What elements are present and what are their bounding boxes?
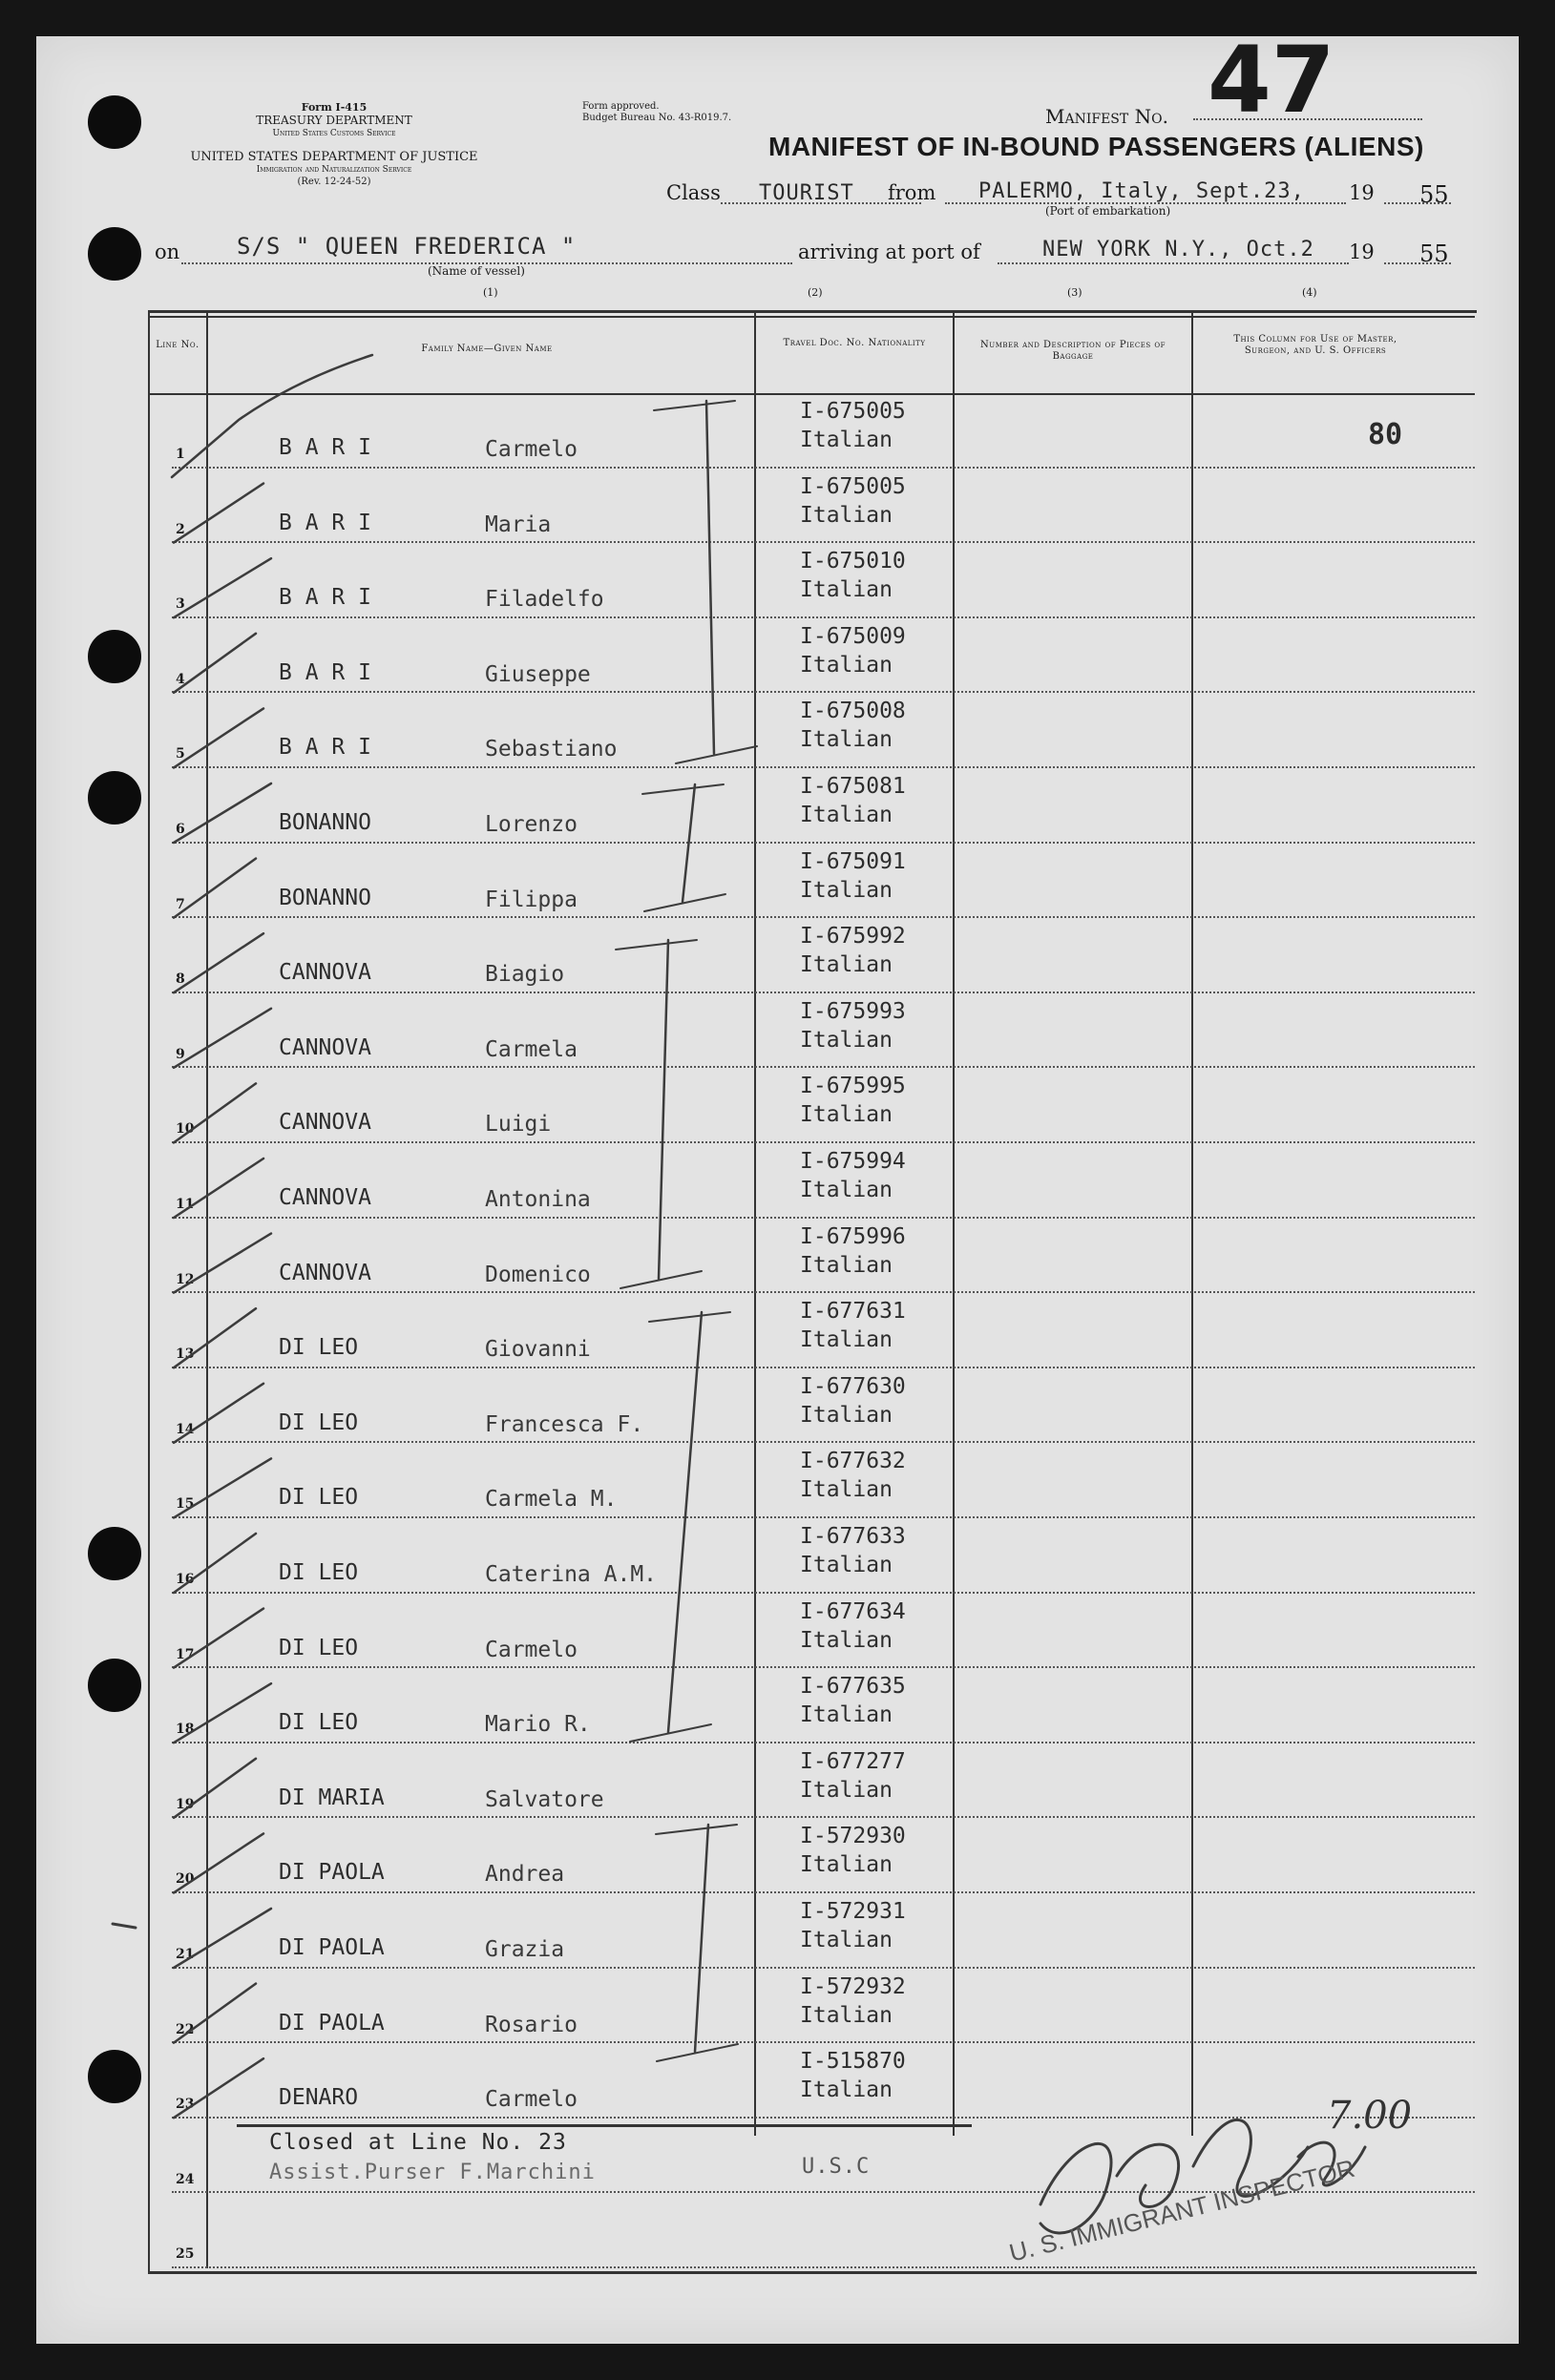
family-name: CANNOVA: [279, 1034, 371, 1060]
on-label: on: [155, 240, 180, 263]
col-number-3: (3): [1067, 286, 1082, 299]
vessel-caption: (Name of vessel): [428, 264, 525, 278]
class-label: Class: [666, 181, 721, 204]
given-name: Lorenzo: [485, 812, 578, 837]
bracket-line: [683, 784, 695, 902]
bracket-line: [706, 401, 714, 754]
bracket-top: [616, 940, 697, 950]
travel-doc-number: I-515870: [800, 2049, 906, 2075]
travel-doc-number: I-677635: [800, 1674, 906, 1700]
given-name: Giovanni: [485, 1337, 591, 1363]
check-mark: [174, 783, 271, 843]
closing-usc: U.S.C: [802, 2155, 871, 2179]
nationality: Italian: [800, 1327, 893, 1353]
nationality: Italian: [800, 1627, 893, 1653]
line-number: 8: [176, 971, 185, 988]
family-name: DI LEO: [279, 1335, 359, 1361]
nationality: Italian: [800, 1852, 893, 1878]
given-name: Salvatore: [485, 1786, 604, 1812]
family-name: DI MARIA: [279, 1785, 385, 1810]
given-name: Biagio: [485, 962, 565, 988]
check-mark: [174, 484, 263, 543]
nationality: Italian: [800, 1402, 893, 1428]
travel-doc-number: I-675010: [800, 549, 906, 574]
family-name: CANNOVA: [279, 1260, 371, 1285]
bracket-bottom: [630, 1724, 711, 1742]
family-name: DI PAOLA: [279, 1935, 385, 1960]
line-number: 17: [176, 1646, 195, 1662]
line-number: 4: [176, 671, 185, 687]
nationality: Italian: [800, 1928, 893, 1952]
bracket-bottom: [657, 2044, 738, 2061]
col-header-line-no: Line No.: [156, 340, 200, 350]
family-name: DI PAOLA: [279, 2010, 385, 2036]
bracket-line: [659, 940, 668, 1279]
check-mark: [174, 1083, 256, 1142]
arriving-year-prefix: 19: [1349, 240, 1375, 263]
closing-line-1: Closed at Line No. 23: [269, 2130, 567, 2155]
travel-doc-number: I-675996: [800, 1223, 906, 1249]
form-approved: Form approved.: [582, 101, 660, 112]
given-name: Andrea: [485, 1862, 565, 1888]
line-number: 22: [176, 2021, 195, 2037]
line-number: 2: [176, 521, 185, 537]
bracket-bottom: [676, 746, 757, 763]
travel-doc-number: I-572931: [800, 1899, 906, 1924]
bracket-top: [642, 784, 724, 794]
bracket-bottom: [620, 1271, 702, 1288]
revision-date: (Rev. 12-24-52): [297, 177, 371, 187]
check-mark: [174, 1534, 256, 1593]
arriving-value: NEW YORK N.Y., Oct.2: [1042, 238, 1314, 261]
col-number-4: (4): [1302, 286, 1317, 299]
given-name: Mario R.: [485, 1712, 591, 1738]
nationality: Italian: [800, 428, 893, 452]
check-mark: [174, 1683, 271, 1743]
given-name: Luigi: [485, 1112, 552, 1138]
travel-doc-number: I-675992: [800, 924, 906, 950]
nationality: Italian: [800, 952, 893, 978]
family-name: DENARO: [279, 2085, 359, 2111]
check-mark: [174, 2058, 263, 2118]
travel-doc-number: I-677631: [800, 1299, 906, 1325]
line-number: 21: [176, 1947, 195, 1962]
line-number: 6: [176, 822, 185, 837]
nationality: Italian: [800, 2077, 893, 2103]
from-label: from: [888, 181, 936, 204]
col-header-officers: This Column for Use of Master, Surgeon, and U. S. Officers: [1233, 334, 1397, 356]
nationality: Italian: [800, 803, 893, 827]
check-mark: [174, 558, 271, 617]
nationality: Italian: [800, 1553, 893, 1577]
class-value: TOURIST: [759, 181, 854, 205]
given-name: Maria: [485, 511, 552, 537]
bracket-top: [654, 401, 735, 410]
travel-doc-number: I-675993: [800, 998, 906, 1024]
line-number: 3: [176, 596, 185, 613]
check-mark: [174, 933, 263, 992]
check-mark: [174, 634, 256, 693]
bracket-line: [668, 1312, 702, 1732]
family-name: B A R I: [279, 510, 371, 535]
bracket-top: [656, 1825, 737, 1834]
line-number: 15: [176, 1496, 195, 1513]
travel-doc-number: I-675005: [800, 473, 906, 499]
form-number: Form I-415: [301, 101, 368, 114]
nationality: Italian: [800, 877, 893, 903]
nationality: Italian: [800, 1252, 893, 1278]
line-number: 7: [176, 896, 185, 912]
closing-line-2: Assist.Purser F.Marchini: [269, 2161, 596, 2184]
line-number: 23: [176, 2097, 195, 2113]
family-name: BONANNO: [279, 885, 371, 910]
family-name: DI LEO: [279, 1409, 359, 1435]
given-name: Antonina: [485, 1187, 591, 1212]
travel-doc-number: I-677634: [800, 1598, 906, 1624]
port-embarkation-caption: (Port of embarkation): [1045, 204, 1171, 218]
nationality: Italian: [800, 652, 893, 678]
officer-note: 80: [1368, 418, 1403, 451]
bracket-bottom: [644, 894, 725, 911]
col-header-travel-doc: Travel Doc. No. Nationality: [783, 338, 926, 348]
given-name: Filippa: [485, 887, 578, 912]
given-name: Caterina A.M.: [485, 1562, 658, 1587]
check-mark: [174, 1384, 263, 1443]
ins-service: Immigration and Naturalization Service: [256, 165, 412, 175]
manifest-number: 47: [1208, 27, 1335, 134]
given-name: Carmela: [485, 1036, 578, 1062]
col-number-2: (2): [808, 286, 823, 299]
line-number: 1: [176, 447, 185, 462]
given-name: Rosario: [485, 2012, 578, 2037]
line-number: 10: [176, 1121, 195, 1138]
treasury-dept: TREASURY DEPARTMENT: [256, 114, 412, 127]
given-name: Francesca F.: [485, 1411, 644, 1437]
fee-note: 7.00: [1327, 2094, 1413, 2138]
given-name: Carmelo: [485, 1637, 578, 1662]
travel-doc-number: I-677632: [800, 1449, 906, 1474]
col-number-1: (1): [483, 286, 498, 299]
travel-doc-number: I-675081: [800, 774, 906, 799]
family-name: B A R I: [279, 585, 371, 611]
family-name: B A R I: [279, 435, 371, 460]
from-year-prefix: 19: [1349, 181, 1375, 204]
nationality: Italian: [800, 577, 893, 603]
check-mark: [174, 1759, 256, 1818]
check-mark: [174, 1609, 263, 1668]
line-number: 9: [176, 1046, 185, 1062]
line-number: 24: [176, 2171, 195, 2187]
line-number: 25: [176, 2246, 195, 2263]
travel-doc-number: I-677633: [800, 1524, 906, 1549]
given-name: Giuseppe: [485, 661, 591, 687]
family-name: DI LEO: [279, 1710, 359, 1736]
given-name: Sebastiano: [485, 737, 618, 762]
nationality: Italian: [800, 1702, 893, 1728]
line-number: 18: [176, 1722, 195, 1738]
travel-doc-number: I-675995: [800, 1074, 906, 1099]
nationality: Italian: [800, 727, 893, 753]
col-header-name: Family Name—Given Name: [421, 344, 553, 354]
check-mark: [174, 1458, 271, 1517]
line-number: 5: [176, 746, 185, 762]
check-mark: [174, 859, 256, 918]
nationality: Italian: [800, 502, 893, 528]
line-number: 13: [176, 1347, 195, 1363]
customs-service: United States Customs Service: [272, 129, 396, 138]
nationality: Italian: [800, 1477, 893, 1503]
check-mark: [174, 1984, 256, 2043]
arriving-label: arriving at port of: [798, 240, 980, 263]
justice-dept: UNITED STATES DEPARTMENT OF JUSTICE: [190, 150, 478, 164]
travel-doc-number: I-675009: [800, 623, 906, 649]
line-number: 11: [176, 1197, 195, 1212]
family-name: BONANNO: [279, 810, 371, 835]
travel-doc-number: I-572932: [800, 1973, 906, 1999]
family-name: B A R I: [279, 735, 371, 761]
bracket-line: [695, 1825, 708, 2052]
check-mark: [174, 1833, 263, 1892]
line-number: 12: [176, 1271, 195, 1287]
family-name: CANNOVA: [279, 960, 371, 986]
budget-bureau: Budget Bureau No. 43-R019.7.: [582, 113, 732, 123]
check-mark: [172, 355, 372, 477]
nationality: Italian: [800, 2002, 893, 2028]
page-title: MANIFEST OF IN-BOUND PASSENGERS (ALIENS): [768, 132, 1424, 161]
nationality: Italian: [800, 1102, 893, 1128]
given-name: Carmelo: [485, 437, 578, 462]
given-name: Filadelfo: [485, 587, 604, 613]
travel-doc-number: I-675994: [800, 1149, 906, 1174]
vessel-name: S/S " QUEEN FREDERICA ": [237, 233, 577, 260]
family-name: CANNOVA: [279, 1185, 371, 1210]
family-name: DI LEO: [279, 1560, 359, 1585]
bracket-top: [649, 1312, 730, 1322]
check-mark: [174, 1909, 271, 1968]
family-name: DI LEO: [279, 1635, 359, 1660]
arriving-year: 55: [1419, 240, 1449, 267]
family-name: B A R I: [279, 659, 371, 685]
nationality: Italian: [800, 1027, 893, 1053]
col-header-baggage: Number and Description of Pieces of Baggage: [980, 340, 1166, 362]
nationality: Italian: [800, 1178, 893, 1202]
family-name: DI LEO: [279, 1485, 359, 1511]
travel-doc-number: I-675008: [800, 699, 906, 724]
family-name: DI PAOLA: [279, 1860, 385, 1886]
check-mark: [174, 708, 263, 767]
travel-doc-number: I-675005: [800, 399, 906, 424]
line-number: 14: [176, 1421, 195, 1437]
line-number: 20: [176, 1871, 195, 1888]
check-mark: [174, 1009, 271, 1068]
check-mark: [174, 1234, 271, 1293]
check-mark: [174, 1308, 256, 1367]
family-name: CANNOVA: [279, 1110, 371, 1136]
from-value: PALERMO, Italy, Sept.23,: [978, 179, 1305, 203]
travel-doc-number: I-572930: [800, 1824, 906, 1849]
travel-doc-number: I-675091: [800, 848, 906, 874]
given-name: Carmelo: [485, 2087, 578, 2113]
margin-mark: [113, 1924, 136, 1928]
from-year: 55: [1419, 181, 1449, 208]
inspector-stamp-text: U. S. IMMIGRANT INSPECTOR: [1006, 2153, 1358, 2267]
line-number: 16: [176, 1572, 195, 1587]
given-name: Grazia: [485, 1937, 565, 1962]
manifest-label: Manifest No.: [1045, 105, 1168, 128]
nationality: Italian: [800, 1777, 893, 1803]
given-name: Domenico: [485, 1262, 591, 1287]
check-mark: [174, 1159, 263, 1218]
line-number: 19: [176, 1796, 195, 1812]
travel-doc-number: I-677277: [800, 1748, 906, 1774]
travel-doc-number: I-677630: [800, 1373, 906, 1399]
given-name: Carmela M.: [485, 1487, 618, 1513]
